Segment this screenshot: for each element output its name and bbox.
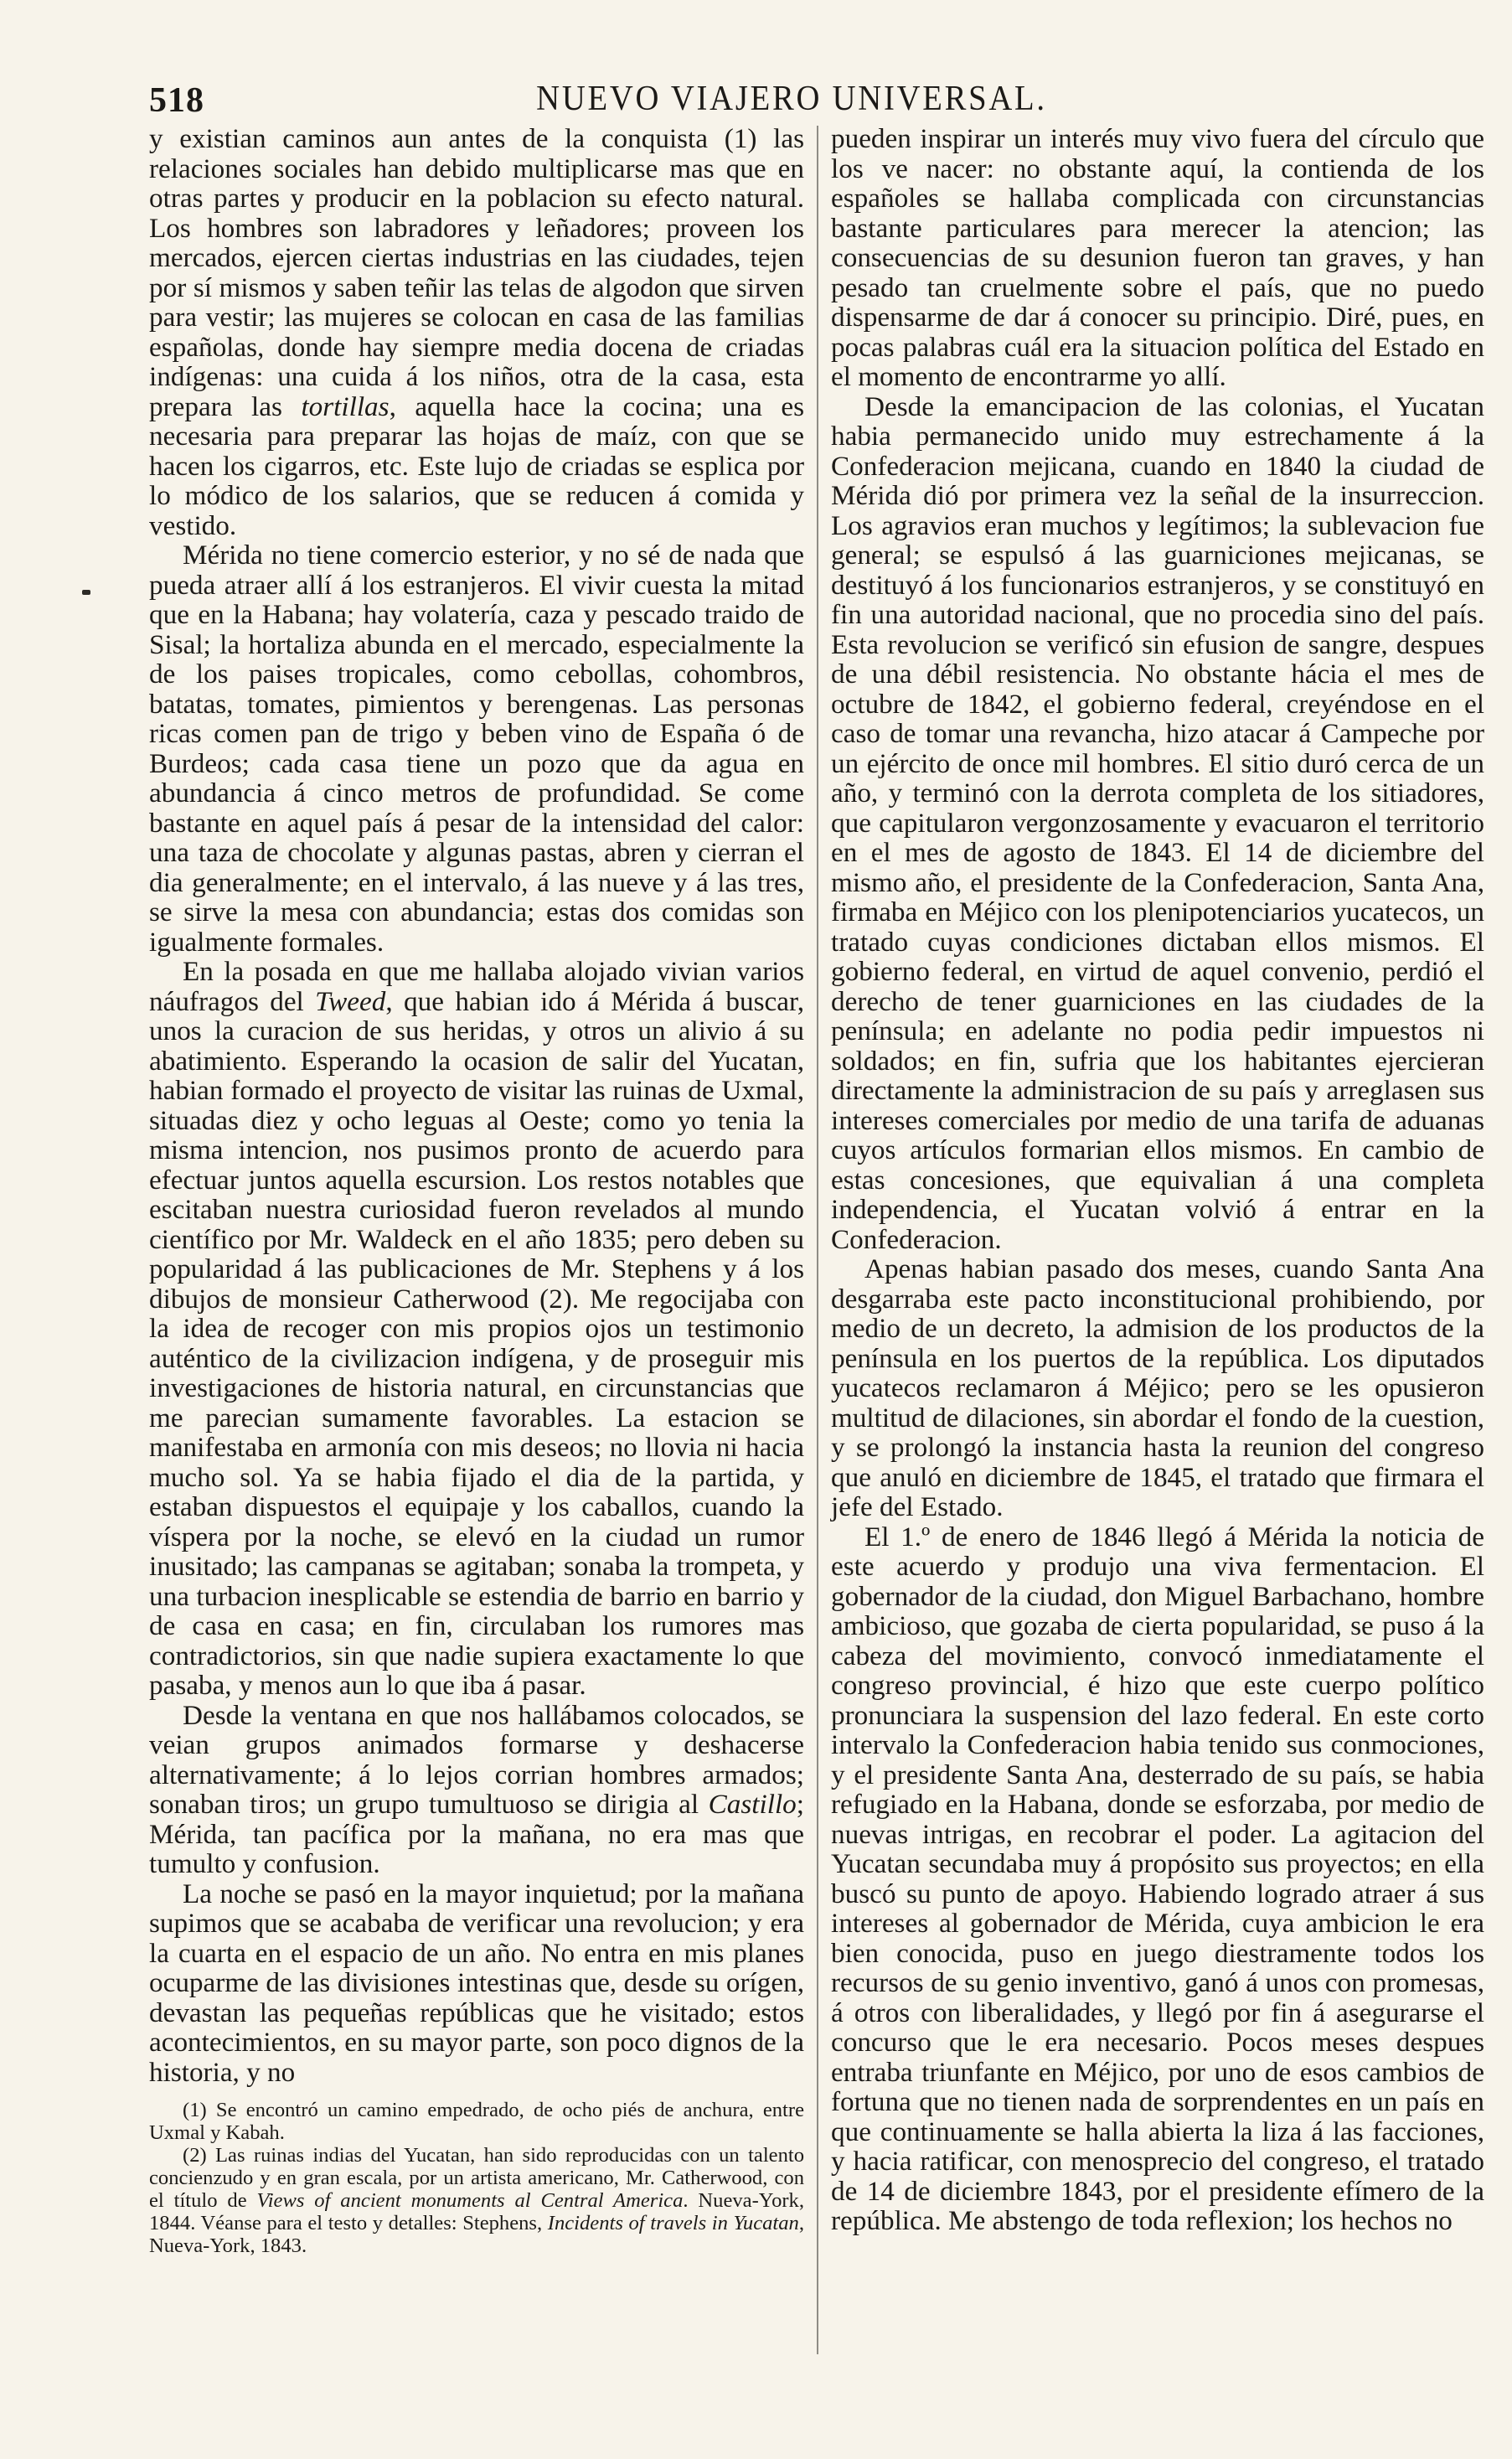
paragraph-2: Desde la emancipacion de las colonias, el Yucatan habia permanecido unido muy estrechamente á la Confederacion mejicana, cuando en 1840 la ciudad de Mérida dió por primera vez la señal de la insurreccion. Los agravios eran muchos y legítimos; la sublevacion fue general; se espulsó á las guarniciones mejicanas, se destituyó á los funcionarios estranjeros, y se constituyó en fin una autoridad nacional, que no procedia sino del país. Esta revolucion se verificó sin efusion de sangre, despues de una débil resistencia. No obstante hácia el mes de octubre de 1842, el gobierno federal, creyéndose en el caso de tomar una revancha, hizo atacar á Campeche por un ejército de once mil hombres. El sitio duró cerca de un año, y terminó con la derrota completa de los sitiadores, que capitularon vergonzosamente y evacuaron el territorio en el mes de agosto de 1843. El 14 de diciembre del mismo año, el presidente de la Confederacion, Santa Ana, firmaba en Méjico con los plenipotenciarios yucatecos, un tratado cuyas condiciones dictaban ellos mismos. El gobierno federal, en virtud de aquel convenio, perdió el derecho de tener guarniciones en las ciudades de la península; en adelante no podia pedir impuestos ni soldados; en fin, sufria que los habitantes ejercieran directamente la administracion de su país y arreglasen sus intereses comerciales por medio de una tarifa de aduanas cuyos artículos formarian ellos mismos. En cambio de estas concesiones, que equivalian á una completa independencia, el Yucatan volvió á entrar en la Confederacion. [831, 390, 1484, 1255]
paragraph-3: Apenas habian pasado dos meses, cuando Santa Ana desgarraba este pacto inconstitucional prohibiendo, por medio de un decreto, la admision de los productos de la península en los puertos de la república. Los diputados yucatecos reclamaron á Méjico; pero se les opusieron multitud de dilaciones, sin abordar el fondo de la cuestion, y se prolongó la instancia hasta la reunion del congreso que anuló en diciembre de 1845, el tratado que firmara el jefe del Estado. [831, 1253, 1484, 1522]
paragraph-1: pueden inspirar un interés muy vivo fuera del círculo que los ve nacer: no obstante aquí, la contienda de los españoles se hallaba complicada con circunstancias bastante particulares para merecer la atencion; las consecuencias de su desunion fueron tan graves, y han pesado tan cruelmente sobre el país, que no puedo dispensarme de dar á conocer su principio. Diré, pues, en pocas palabras cuál era la situacion política del Estado en el momento de encontrarme yo allí. [831, 123, 1484, 392]
margin-mark [82, 590, 90, 595]
footnote-2: (2) Las ruinas indias del Yucatan, han sido reproducidas con un talento concienzudo y en gran escala, por un artista americano, Mr. Catherwood, con el título de Views of ancient monuments al Central America. Nueva-York, 1844. Véanse para el testo y detalles: Stephens, Incidents of travels in Yucatan, Nueva-York, 1843. [149, 2144, 805, 2257]
paragraph-1: y existian caminos aun antes de la conquista (1) las relaciones sociales han debido multiplicarse mas que en otras partes y producir en la poblacion su efecto natural. Los hombres son labradores y leñadores; proveen los mercados, ejercen ciertas industrias en las ciudades, tejen por sí mismos y saben teñir las telas de algodon que sirven para vestir; las mujeres se colocan en casa de las familias españolas, donde hay siempre media docena de criadas indígenas: una cuida á los niños, otra de la casa, esta prepara las tortillas, aquella hace la cocina; una es necesaria para preparar las hojas de maíz, con que se hacen los cigarros, etc. Este lujo de criadas se esplica por lo módico de los salarios, que se reducen á comida y vestido. [149, 123, 805, 541]
page-header [126, 74, 1458, 124]
italic-term: tortillas [301, 390, 390, 422]
paragraph-2: Mérida no tiene comercio esterior, y no sé de nada que pueda atraer allí á los estranjeros. El vivir cuesta la mitad que en la Habana; hay volatería, caza y pescado traido de Sisal; la hortaliza abunda en el mercado, especialmente la de los paises tropicales, como cebollas, cohombros, batatas, tomates, pimientos y berengenas. Las personas ricas comen pan de trigo y beben vino de España ó de Burdeos; cada casa tiene un pozo que da agua en abundancia á cinco metros de profundidad. Se come bastante en aquel país á pesar de la intensidad del calor: una taza de chocolate y algunas pastas, abren y cierran el dia generalmente; en el intervalo, á las nueve y á las tres, se sirve la mesa con abundancia; estas dos comidas son igualmente formales. [149, 540, 804, 958]
running-title: NUEVO VIAJERO UNIVERSAL. [536, 80, 1047, 118]
paragraph-4: El 1.º de enero de 1846 llegó á Mérida la noticia de este acuerdo y produjo una viva fermentacion. El gobernador de la ciudad, don Miguel Barbachano, hombre ambicioso, que gozaba de cierta popularidad, se puso á la cabeza del movimiento, convocó inmediatamente el congreso provincial, é hizo que este cuerpo político pronunciara la suspension del lazo federal. En este corto intervalo la Confederacion habia tenido sus conmociones, y el presidente Santa Ana, desterrado de su país, se habia refugiado en la Habana, donde se esforzaba, por medio de nuevas intrigas, en recobrar el poder. La agitacion del Yucatan secundaba muy á propósito sus proyectos; en ella buscó su punto de apoyo. Habiendo logrado atraer á sus intereses al gobernador de Mérida, cuya ambicion le era bien conocida, puso en juego diestramente todos los recursos de su genio inventivo, ganó á unos con promesas, á otros con liberalidades, y llegó por fin á asegurarse el concurso que le era necesario. Pocos meses despues entraba triunfante en Méjico, por uno de esos cambios de fortuna que no tienen nada de sorprendentes en un país en que continuamente se halla abierta la liza á las facciones, y hacia ratificar, con menosprecio del congreso, el tratado de 14 de diciembre 1843, por el presidente efímero de la república. Me abstengo de toda reflexion; los hechos no [831, 1521, 1484, 2236]
footnotes [149, 2099, 804, 2257]
paragraph-4: Desde la ventana en que nos hallábamos colocados, se veian grupos animados formarse y deshacerse alternativamente; á lo lejos corrian hombres armados; sonaban tiros; un grupo tumultuoso se dirigia al Castillo; Mérida, tan pacífica por la mañana, no era mas que tumulto y confusion. [149, 1699, 804, 1879]
paragraph-3: En la posada en que me hallaba alojado vivian varios náufragos del Tweed, que habian ido á Mérida á buscar, unos la curacion de sus heridas, y otros un alivio á su abatimiento. Esperando la ocasion de salir del Yucatan, habian formado el proyecto de visitar las ruinas de Uxmal, situadas diez y ocho leguas al Oeste; como yo tenia la misma intencion, nos pusimos pronto de acuerdo para efectuar juntos aquella escursion. Los restos notables que escitaban nuestra curiosidad fueron revelados al mundo científico por Mr. Waldeck en el año 1835; pero deben su popularidad á las publicaciones de Mr. Stephens y á los dibujos de monsieur Catherwood (2). Me regocijaba con la idea de recoger con mis propios ojos un testimonio auténtico de la civilizacion indígena, y de proseguir mis investigaciones de historia natural, en circunstancias que me parecian sumamente favorables. La estacion se manifestaba en armonía con mis deseos; no llovia ni hacia mucho sol. Ya se habia fijado el dia de la partida, y estaban dispuestos el equipaje y los caballos, cuando la víspera por la noche, se elevó en la ciudad un rumor inusitado; las campanas se agitaban; sonaba la trompeta, y una turbacion inesplicable se estendia de barrio en barrio y de casa en casa; en fin, circulaban los rumores mas contradictorios, sin que nadie supiera exactamente lo que pasaba, y menos aun lo que iba á pasar. [149, 956, 804, 1701]
left-column [149, 124, 804, 2257]
paragraph-5: La noche se pasó en la mayor inquietud; por la mañana supimos que se acababa de verificar una revolucion; y era la cuarta en el espacio de un año. No entra en mis planes ocuparme de las divisiones intestinas que, desde su orígen, devastan las pequeñas repúblicas que he visitado; estos acontecimientos, en su mayor parte, son poco dignos de la historia, y no [149, 1878, 804, 2088]
footnote-1: (1) Se encontró un camino empedrado, de ocho piés de anchura, entre Uxmal y Kabah. [149, 2099, 804, 2144]
ship-name: Tweed [315, 985, 386, 1017]
column-divider [817, 126, 818, 2354]
place-name: Castillo [708, 1789, 797, 1820]
page-number: 518 [149, 81, 204, 120]
right-column [831, 124, 1484, 2236]
